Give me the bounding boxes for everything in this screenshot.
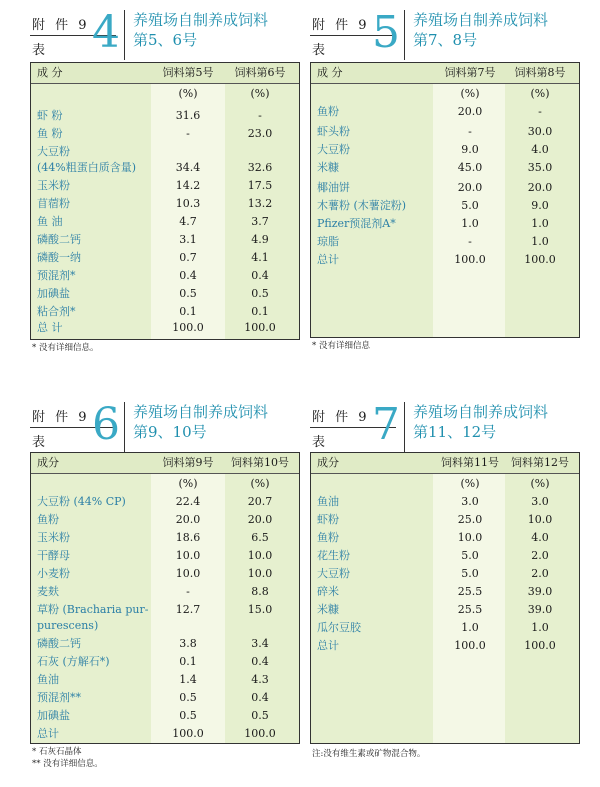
ingredient-name: 大豆粉 [37,145,70,158]
column-header-ingredient: 成 分 [37,66,63,79]
ingredient-value: 6.5 [251,531,269,544]
ingredient-value: 5.0 [461,567,479,580]
ingredient-value: - [186,127,190,140]
ingredient-value: 20.0 [457,181,483,194]
column-header-feed-6: 饲料第6号 [234,66,286,79]
ingredient-value: 31.6 [175,109,201,122]
ingredient-value: 8.8 [251,585,269,598]
appendix-label: 附 件 9 [312,18,370,33]
ingredient-name: 碎米 [317,585,339,598]
table-header-block [30,7,300,60]
ingredient-name: 米糠 [317,603,339,616]
unit-label: (%) [178,477,198,490]
ingredient-value: 10.0 [175,549,201,562]
ingredient-name: 鱼粉 [37,513,59,526]
ingredient-value: 100.0 [454,253,486,266]
ingredient-value: 20.7 [247,495,273,508]
ingredient-name: 预混剂* [37,269,76,282]
table-5-panel [310,7,580,351]
ingredient-value: 20.0 [457,105,483,118]
table-header-block [310,399,580,452]
column-header-feed-10: 饲料第10号 [231,456,289,469]
ingredient-value: 1.0 [461,621,479,634]
ingredient-name: 磷酸一纳 [37,251,81,264]
column-header-ingredient: 成 分 [317,66,343,79]
ingredient-name: 石灰 (方解石*) [37,655,110,668]
ingredient-value: 3.1 [179,233,197,246]
ingredient-name: (44%粗蛋白质含量) [37,161,137,174]
ingredient-value: 3.4 [251,637,269,650]
table-footnote: * 没有详细信息。 [32,343,99,353]
table-title: 养殖场自制养成饲料 第9、10号 [133,403,269,441]
ingredient-name: 小麦粉 [37,567,70,580]
ingredient-value: 5.0 [461,549,479,562]
table-title: 养殖场自制养成饲料 第5、6号 [133,11,269,49]
ingredient-value: - [468,125,472,138]
ingredient-value: 0.5 [251,709,269,722]
column-header-feed-12: 饲料第12号 [511,456,569,469]
unit-label: (%) [530,477,550,490]
ingredient-value: 0.4 [251,655,269,668]
ingredient-name: purescens) [37,619,99,632]
ingredient-value: 22.4 [175,495,201,508]
ingredient-name: 花生粉 [317,549,350,562]
ingredient-value: 13.2 [247,197,273,210]
ingredient-value: 1.0 [461,217,479,230]
ingredient-value: 100.0 [172,321,204,334]
ingredient-name: 瓜尔豆胶 [317,621,361,634]
ingredient-value: 25.5 [457,603,483,616]
ingredient-name: 鱼粉 [317,105,339,118]
unit-label: (%) [460,87,480,100]
ingredient-value: 0.5 [251,287,269,300]
ingredient-value: 25.0 [457,513,483,526]
ingredient-name: 预混剂** [37,691,81,704]
ingredient-value: 12.7 [175,603,201,616]
ingredient-value: 10.0 [175,567,201,580]
column-header-feed-5: 饲料第5号 [162,66,214,79]
ingredient-name: 加碘盐 [37,709,70,722]
ingredient-value: 0.4 [251,269,269,282]
ingredient-value: 0.1 [251,305,269,318]
ingredient-value: - [186,585,190,598]
ingredient-name: 总计 [317,639,339,652]
table-title: 养殖场自制养成饲料 第11、12号 [413,403,549,441]
ingredient-value: 0.5 [179,287,197,300]
table-header-block [30,399,300,452]
ingredient-name: 虾粉 [317,513,339,526]
ingredient-value: 3.0 [531,495,549,508]
ingredient-name: Pfizer预混剂A* [317,217,396,230]
ingredient-value: 32.6 [247,161,273,174]
ingredient-value: 4.7 [179,215,197,228]
table-footnote: 注:没有维生素或矿物混合物。 [312,749,426,759]
ingredient-value: - [538,105,542,118]
table-title: 养殖场自制养成饲料 第7、8号 [413,11,549,49]
unit-label: (%) [178,87,198,100]
ingredient-value: 100.0 [244,321,276,334]
ingredient-name: 磷酸二钙 [37,233,81,246]
ingredient-name: 虾头粉 [317,125,350,138]
ingredient-value: 35.0 [527,161,553,174]
ingredient-value: 100.0 [244,727,276,740]
ingredient-value: 3.0 [461,495,479,508]
ingredient-name: 鱼粉 [317,531,339,544]
table-4-panel [30,7,300,353]
ingredient-value: 20.0 [527,181,553,194]
ingredient-value: - [258,109,262,122]
ingredient-value: 9.0 [461,143,479,156]
table-header-block [310,7,580,60]
column-header-feed-8: 饲料第8号 [514,66,566,79]
ingredient-name: 鱼油 [317,495,339,508]
ingredient-value: 9.0 [531,199,549,212]
ingredient-name: 磷酸二钙 [37,637,81,650]
ingredient-name: 大豆粉 [317,567,350,580]
ingredient-value: 14.2 [175,179,201,192]
table-number: 7 [372,399,400,450]
ingredient-name: 玉米粉 [37,531,70,544]
ingredient-name: 总 计 [37,321,63,334]
column-header-feed-9: 饲料第9号 [162,456,214,469]
table-label: 表 [32,435,46,450]
ingredient-value: 10.0 [247,549,273,562]
ingredient-value: 34.4 [175,161,201,174]
ingredient-value: - [468,235,472,248]
ingredient-name: 虾 粉 [37,109,63,122]
data-table [310,452,580,744]
data-table [30,62,300,340]
data-table [30,452,300,744]
table-6-panel [30,399,300,769]
ingredient-value: 0.1 [179,305,197,318]
unit-label: (%) [530,87,550,100]
ingredient-value: 45.0 [457,161,483,174]
ingredient-value: 3.7 [251,215,269,228]
ingredient-name: 麦麸 [37,585,59,598]
ingredient-name: 鱼 油 [37,215,63,228]
data-table [310,62,580,338]
column-header-ingredient: 成分 [37,456,59,469]
ingredient-value: 4.0 [531,531,549,544]
ingredient-value: 100.0 [172,727,204,740]
ingredient-value: 10.0 [457,531,483,544]
ingredient-value: 1.0 [531,217,549,230]
ingredient-value: 17.5 [247,179,273,192]
ingredient-name: 加碘盐 [37,287,70,300]
ingredient-value: 20.0 [175,513,201,526]
ingredient-value: 18.6 [175,531,201,544]
unit-label: (%) [460,477,480,490]
ingredient-name: 木薯粉 (木薯淀粉) [317,199,407,212]
ingredient-value: 0.4 [251,691,269,704]
ingredient-value: 4.1 [251,251,269,264]
ingredient-value: 30.0 [527,125,553,138]
ingredient-name: 椰油饼 [317,181,350,194]
ingredient-value: 100.0 [524,639,556,652]
ingredient-name: 鱼油 [37,673,59,686]
ingredient-value: 39.0 [527,603,553,616]
ingredient-name: 粘合剂* [37,305,76,318]
ingredient-value: 10.0 [247,567,273,580]
table-footnote: ** 没有详细信息。 [32,759,103,769]
appendix-label: 附 件 9 [32,410,90,425]
ingredient-value: 0.4 [179,269,197,282]
unit-label: (%) [250,87,270,100]
ingredient-value: 10.0 [527,513,553,526]
table-7-panel [310,399,580,759]
ingredient-name: 玉米粉 [37,179,70,192]
ingredient-value: 4.3 [251,673,269,686]
ingredient-value: 20.0 [247,513,273,526]
ingredient-value: 25.5 [457,585,483,598]
ingredient-value: 0.5 [179,709,197,722]
ingredient-value: 39.0 [527,585,553,598]
ingredient-value: 100.0 [454,639,486,652]
ingredient-value: 1.4 [179,673,197,686]
table-label: 表 [312,43,326,58]
ingredient-name: 苜蓿粉 [37,197,70,210]
unit-label: (%) [250,477,270,490]
table-number: 6 [92,399,120,450]
ingredient-value: 2.0 [531,567,549,580]
ingredient-name: 琼脂 [317,235,339,248]
ingredient-name: 大豆粉 [317,143,350,156]
table-footnote: * 石灰石晶体 [32,747,82,757]
ingredient-value: 23.0 [247,127,273,140]
ingredient-value: 5.0 [461,199,479,212]
ingredient-value: 10.3 [175,197,201,210]
column-header-feed-11: 饲料第11号 [441,456,499,469]
ingredient-name: 干酵母 [37,549,70,562]
ingredient-value: 3.8 [179,637,197,650]
table-number: 4 [92,7,120,58]
ingredient-value: 0.1 [179,655,197,668]
table-label: 表 [32,43,46,58]
ingredient-value: 15.0 [247,603,273,616]
appendix-label: 附 件 9 [312,410,370,425]
ingredient-name: 大豆粉 (44% CP) [37,495,126,508]
ingredient-name: 总计 [37,727,59,740]
ingredient-name: 鱼 粉 [37,127,63,140]
table-label: 表 [312,435,326,450]
ingredient-name: 草粉 (Bracharia pur- [37,603,149,616]
ingredient-value: 1.0 [531,621,549,634]
ingredient-value: 4.0 [531,143,549,156]
ingredient-value: 0.5 [179,691,197,704]
ingredient-name: 总计 [317,253,339,266]
column-header-feed-7: 饲料第7号 [444,66,496,79]
ingredient-name: 米糠 [317,161,339,174]
ingredient-value: 2.0 [531,549,549,562]
ingredient-value: 100.0 [524,253,556,266]
appendix-label: 附 件 9 [32,18,90,33]
column-header-ingredient: 成分 [317,456,339,469]
ingredient-value: 4.9 [251,233,269,246]
ingredient-value: 1.0 [531,235,549,248]
table-number: 5 [372,7,400,58]
table-footnote: * 没有详细信息 [312,341,370,351]
ingredient-value: 0.7 [179,251,197,264]
